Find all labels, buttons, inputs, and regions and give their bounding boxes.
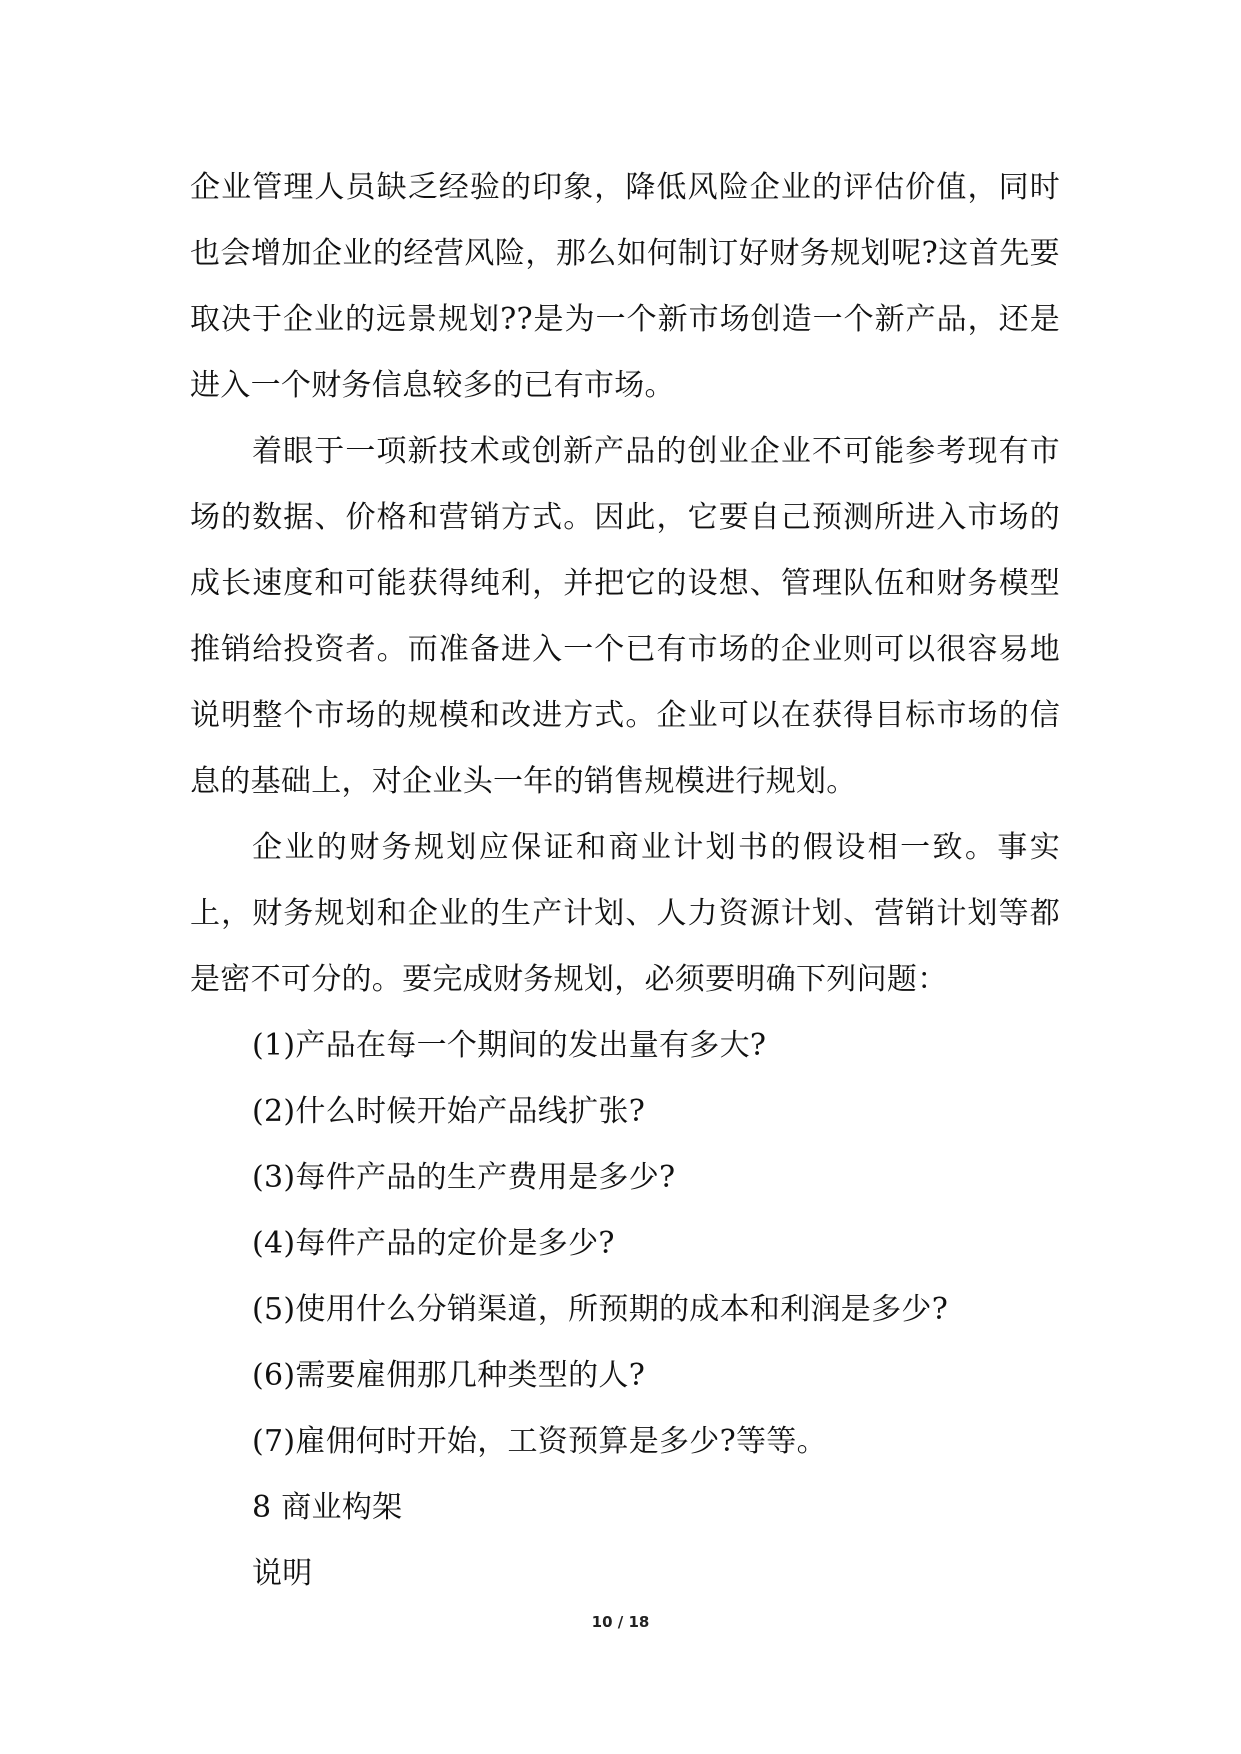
paragraph-1: 企业管理人员缺乏经验的印象，降低风险企业的评估价值，同时也会增加企业的经营风险，那么如何制订好财务规划呢?这首先要取决于企业的远景规划??是为一个新市场创造一个新产品，还是进入一个财务信息较多的已有市场。 (190, 170, 1060, 403)
question-item-3: (3)每件产品的生产费用是多少? (252, 1160, 676, 1195)
question-item-1: (1)产品在每一个期间的发出量有多大? (252, 1028, 767, 1063)
question-item-2: (2)什么时候开始产品线扩张? (252, 1094, 646, 1129)
page-number: 10 / 18 (591, 1613, 650, 1631)
question-list (190, 1013, 1060, 1475)
section-heading: 8 商业构架 (252, 1490, 403, 1525)
page-content (190, 155, 1060, 1607)
paragraph-2: 着眼于一项新技术或创新产品的创业企业不可能参考现有市场的数据、价格和营销方式。因此，它要自己预测所进入市场的成长速度和可能获得纯利，并把它的设想、管理队伍和财务模型推销给投资者。而准备进入一个已有市场的企业则可以很容易地说明整个市场的规模和改进方式。企业可以在获得目标市场的信息的基础上，对企业头一年的销售规模进行规划。 (190, 434, 1060, 799)
question-item-4: (4)每件产品的定价是多少? (252, 1226, 615, 1261)
question-item-7: (7)雇佣何时开始，工资预算是多少?等等。 (252, 1424, 827, 1459)
section-subheading: 说明 (252, 1556, 313, 1591)
question-item-5: (5)使用什么分销渠道，所预期的成本和利润是多少? (252, 1292, 949, 1327)
paragraph-3: 企业的财务规划应保证和商业计划书的假设相一致。事实上，财务规划和企业的生产计划、人力资源计划、营销计划等都是密不可分的。要完成财务规划，必须要明确下列问题： (190, 830, 1060, 997)
question-item-6: (6)需要雇佣那几种类型的人? (252, 1358, 646, 1393)
